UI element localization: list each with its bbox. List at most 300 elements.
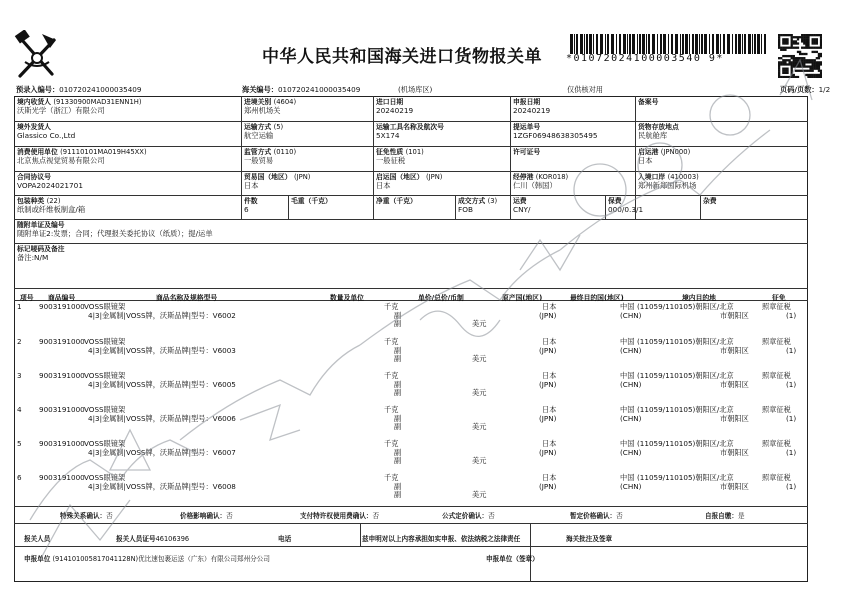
qr-module <box>799 36 801 38</box>
item-destination-code: (CHN) <box>620 311 642 320</box>
qr-module <box>780 57 782 59</box>
qr-module <box>788 76 790 78</box>
barcode-bar <box>623 34 626 54</box>
qr-module <box>820 36 822 38</box>
qr-module <box>820 55 822 57</box>
license-label: 许可证号 <box>513 148 541 156</box>
qr-module <box>803 65 805 67</box>
item-domestic-district: 市朝阳区 <box>720 346 749 355</box>
levy-nature-label: 征免性质 <box>376 148 404 156</box>
qr-module <box>799 63 801 65</box>
qr-code-icon <box>778 34 822 78</box>
col-header-name: 商品名称及规格型号 <box>156 294 218 302</box>
qr-module <box>791 63 793 65</box>
customs-number-label: 海关编号： <box>242 85 278 94</box>
agency: (914101005817041128N)优比速包裹运送（广东）有限公司郑州分公司 <box>52 555 270 563</box>
consumer-code: (91110101MA019H45XX) <box>60 148 147 156</box>
qr-module <box>812 47 814 49</box>
barcode-bar <box>712 34 714 54</box>
table-row <box>14 338 808 372</box>
qr-module <box>801 47 803 49</box>
conveyance-label: 运输工具名称及航次号 <box>376 123 444 131</box>
qr-module <box>791 40 793 42</box>
qr-module <box>793 57 795 59</box>
barcode-bar <box>660 34 662 54</box>
prerecord-number: 010720241000035409 <box>59 85 142 94</box>
item-destination: 中国 <box>620 405 635 414</box>
qr-module <box>784 49 786 51</box>
qr-module <box>784 61 786 63</box>
qr-module <box>803 59 805 61</box>
entry-port-label: 入境口岸 <box>638 173 666 181</box>
barcode-bar <box>574 34 575 54</box>
qr-module <box>814 74 816 76</box>
item-code: 9003191000 <box>39 439 85 448</box>
qr-module <box>797 70 799 72</box>
item-domestic: (11059/110105)朝阳区/北京 <box>637 371 734 380</box>
item-no: 3 <box>17 371 22 380</box>
qr-module <box>793 36 795 38</box>
barcode-bar <box>716 34 719 54</box>
qr-module <box>816 47 818 49</box>
entry-port-code: (410003) <box>667 173 699 181</box>
bill-number-label: 提运单号 <box>513 123 541 131</box>
item-levy-code: (1) <box>786 346 797 355</box>
qr-module <box>782 42 784 44</box>
entry-customs-label: 进境关别 <box>244 98 272 106</box>
qr-module <box>820 40 822 42</box>
qr-module <box>778 76 780 78</box>
qr-module <box>797 57 799 59</box>
item-destination-code: (CHN) <box>620 414 642 423</box>
import-date-label: 进口日期 <box>376 98 404 106</box>
item-unit: 副 <box>394 448 402 457</box>
item-no: 5 <box>17 439 22 448</box>
qr-module <box>807 42 809 44</box>
qr-module <box>786 47 788 49</box>
qr-module <box>814 51 816 53</box>
conveyance: 5X174 <box>376 131 400 140</box>
qr-module <box>807 36 809 38</box>
barcode-bar <box>639 34 641 54</box>
barcode-bar <box>723 34 725 54</box>
qr-module <box>803 34 805 36</box>
qr-module <box>809 70 811 72</box>
trade-country-code: (JPN) <box>293 173 311 181</box>
qr-module <box>801 34 803 36</box>
barcode-bar <box>629 34 631 54</box>
barcode-bar <box>701 34 703 54</box>
qr-module <box>778 47 780 49</box>
barcode-bar <box>619 34 621 54</box>
via-port-code: (KOR018) <box>535 173 569 181</box>
item-unit: 副 <box>394 414 402 423</box>
barcode-bar <box>692 34 694 54</box>
qr-module <box>807 76 809 78</box>
qr-module <box>805 38 807 40</box>
customs-emblem-icon <box>12 30 62 82</box>
barcode-bar <box>668 34 669 54</box>
qr-module <box>784 40 786 42</box>
qr-module <box>778 63 780 65</box>
departure-port-label: 启运港 <box>638 148 659 156</box>
barcode-bar <box>709 34 710 54</box>
item-unit-weight: 千克 <box>384 371 399 380</box>
item-levy-code: (1) <box>786 414 797 423</box>
qr-module <box>793 61 795 63</box>
formula-pricing: 否 <box>488 512 495 520</box>
item-unit-weight: 千克 <box>384 302 399 311</box>
qr-module <box>791 57 793 59</box>
supervision-label: 监管方式 <box>244 148 272 156</box>
agency-label: 申报单位 <box>24 555 51 563</box>
qr-module <box>809 76 811 78</box>
qr-module <box>786 38 788 40</box>
qr-module <box>814 76 816 78</box>
qr-module <box>791 74 793 76</box>
barcode-bar <box>616 34 617 54</box>
barcode-bar <box>752 34 753 54</box>
item-domestic-district: 市朝阳区 <box>720 380 749 389</box>
item-currency: 美元 <box>472 456 487 465</box>
item-origin-code: (JPN) <box>539 380 557 389</box>
qr-module <box>814 40 816 42</box>
origin-country: 日本 <box>376 181 391 190</box>
customs-number: 010720241000035409 <box>277 85 361 94</box>
item-unit: 副 <box>394 380 402 389</box>
qr-module <box>782 63 784 65</box>
item-domestic-district: 市朝阳区 <box>720 448 749 457</box>
item-spec: 4|3|金属制|VOSS牌，沃斯品牌|型号：V6006 <box>88 414 236 423</box>
qr-module <box>818 61 820 63</box>
barcode-bar <box>742 34 743 54</box>
phone-label: 电话 <box>278 535 292 543</box>
qr-module <box>814 38 816 40</box>
item-code: 9003191000 <box>39 337 85 346</box>
col-header-price: 单价/总价/币制 <box>418 294 464 302</box>
qr-module <box>793 40 795 42</box>
qr-module <box>782 61 784 63</box>
qr-module <box>814 42 816 44</box>
barcode-bar <box>593 34 594 54</box>
qr-module <box>788 63 790 65</box>
pieces-label: 件数 <box>244 197 258 205</box>
barcode-bar <box>611 34 614 54</box>
qr-module <box>805 40 807 42</box>
qr-module <box>788 55 790 57</box>
qr-module <box>801 61 803 63</box>
qr-module <box>820 44 822 46</box>
qr-module <box>778 70 780 72</box>
barcode-bar <box>671 34 673 54</box>
contract: VOPA2024021701 <box>17 181 83 190</box>
qr-module <box>793 42 795 44</box>
item-destination: 中国 <box>620 439 635 448</box>
item-domestic: (11059/110105)朝阳区/北京 <box>637 473 734 482</box>
item-name: VOSS眼镜架 <box>84 337 126 346</box>
item-name: VOSS眼镜架 <box>84 439 126 448</box>
qr-module <box>805 59 807 61</box>
qr-module <box>793 59 795 61</box>
qr-module <box>786 70 788 72</box>
qr-module <box>816 57 818 59</box>
qr-module <box>812 38 814 40</box>
qr-module <box>791 65 793 67</box>
qr-module <box>791 68 793 70</box>
consignee-label: 境内收货人 <box>17 98 51 106</box>
qr-module <box>797 76 799 78</box>
qr-module <box>816 51 818 53</box>
qr-module <box>793 74 795 76</box>
item-levy: 照章征税 <box>762 473 791 482</box>
qr-module <box>799 59 801 61</box>
qr-module <box>803 42 805 44</box>
qr-module <box>788 34 790 36</box>
qr-module <box>786 63 788 65</box>
import-date: 20240219 <box>376 106 414 115</box>
gross-weight-label: 毛重（千克） <box>291 197 332 205</box>
barcode-bar <box>727 34 730 54</box>
qr-module <box>805 65 807 67</box>
qr-module <box>791 55 793 57</box>
qr-module <box>782 34 784 36</box>
qr-module <box>803 36 805 38</box>
qr-module <box>778 38 780 40</box>
qr-module <box>812 34 814 36</box>
qr-module <box>791 42 793 44</box>
qr-module <box>803 61 805 63</box>
supervision: 一般贸易 <box>244 156 274 165</box>
qr-module <box>814 59 816 61</box>
qr-module <box>816 40 818 42</box>
qr-module <box>782 68 784 70</box>
qr-module <box>778 72 780 74</box>
qr-module <box>803 53 805 55</box>
price-impact: 否 <box>226 512 233 520</box>
table-row <box>14 303 808 337</box>
contract-label: 合同协议号 <box>17 173 51 181</box>
qr-module <box>807 74 809 76</box>
net-weight-label: 净重（千克） <box>376 197 417 205</box>
qr-module <box>795 47 797 49</box>
item-code: 9003191000 <box>39 473 85 482</box>
item-unit-legal: 副 <box>394 490 402 499</box>
barcode-bar <box>657 34 658 54</box>
remarks-label: 标记唛码及备注 <box>17 245 65 253</box>
qr-module <box>801 57 803 59</box>
barcode-bar <box>600 34 603 54</box>
origin-country-label: 启运国（地区） <box>376 173 424 181</box>
qr-module <box>812 70 814 72</box>
item-destination-code: (CHN) <box>620 380 642 389</box>
item-destination-code: (CHN) <box>620 346 642 355</box>
qr-module <box>799 57 801 59</box>
agency-seal-label: 申报单位（签章） <box>486 555 539 563</box>
qr-module <box>782 70 784 72</box>
package: 纸制或纤维板制盒/箱 <box>17 205 86 214</box>
qr-module <box>820 61 822 63</box>
qr-module <box>799 53 801 55</box>
item-domestic: (11059/110105)朝阳区/北京 <box>637 439 734 448</box>
qr-module <box>805 42 807 44</box>
qr-module <box>795 65 797 67</box>
qr-module <box>809 34 811 36</box>
qr-module <box>795 57 797 59</box>
table-row <box>14 372 808 406</box>
special-relation-label: 特殊关系确认： <box>60 512 107 520</box>
customs-area: (机场库区) <box>398 85 433 94</box>
item-destination: 中国 <box>620 371 635 380</box>
qr-module <box>816 65 818 67</box>
item-unit-weight: 千克 <box>384 405 399 414</box>
qr-module <box>791 61 793 63</box>
col-header-no: 项号 <box>20 294 34 302</box>
qr-module <box>812 40 814 42</box>
barcode-bar <box>596 34 598 54</box>
item-unit: 副 <box>394 311 402 320</box>
item-no: 2 <box>17 337 22 346</box>
qr-module <box>803 40 805 42</box>
qr-module <box>820 72 822 74</box>
page-label: 页码/页数： <box>780 85 819 94</box>
qr-module <box>812 65 814 67</box>
qr-module <box>786 59 788 61</box>
item-code: 9003191000 <box>39 371 85 380</box>
qr-module <box>818 74 820 76</box>
table-row <box>14 406 808 440</box>
item-levy: 照章征税 <box>762 302 791 311</box>
qr-module <box>816 63 818 65</box>
table-row <box>14 440 808 474</box>
qr-module <box>801 59 803 61</box>
barcode-bar <box>637 34 638 54</box>
item-origin-code: (JPN) <box>539 448 557 457</box>
freight-label: 运费 <box>513 197 527 205</box>
self-pay: 是 <box>737 512 745 520</box>
qr-module <box>818 34 820 36</box>
insurance-label: 保费 <box>608 197 622 205</box>
barcode-bar <box>744 34 746 54</box>
barcode-bar <box>589 34 592 54</box>
item-destination: 中国 <box>620 302 635 311</box>
barcode-bar <box>699 34 700 54</box>
qr-module <box>812 61 814 63</box>
item-spec: 4|3|金属制|VOSS牌，沃斯品牌|型号：V6005 <box>88 380 236 389</box>
transport-mode-label: 运输方式 <box>244 123 272 131</box>
barcode-bar <box>732 34 733 54</box>
formula-pricing-label: 公式定价确认： <box>442 512 489 520</box>
deal-mode-code: (3) <box>487 197 498 205</box>
qr-module <box>784 34 786 36</box>
item-levy-code: (1) <box>786 482 797 491</box>
qr-module <box>805 34 807 36</box>
qr-module <box>782 49 784 51</box>
entry-port: 郑州新郑国际机场 <box>638 181 697 190</box>
qr-module <box>801 40 803 42</box>
qr-module <box>807 40 809 42</box>
barcode-bar <box>757 34 760 54</box>
item-levy: 照章征税 <box>762 405 791 414</box>
qr-module <box>778 36 780 38</box>
barcode-bar <box>754 34 756 54</box>
barcode-bar <box>648 34 650 54</box>
shipper-name: Glassico Co.,Ltd <box>17 131 76 140</box>
qr-module <box>803 63 805 65</box>
qr-module <box>782 76 784 78</box>
qr-module <box>818 70 820 72</box>
qr-module <box>807 61 809 63</box>
qr-module <box>782 55 784 57</box>
qr-module <box>807 44 809 46</box>
via-port-label: 经停港 <box>513 173 534 181</box>
qr-module <box>807 38 809 40</box>
qr-module <box>782 47 784 49</box>
qr-module <box>818 57 820 59</box>
qr-module <box>820 38 822 40</box>
item-unit-weight: 千克 <box>384 337 399 346</box>
barcode-bar <box>642 34 645 54</box>
qr-module <box>807 59 809 61</box>
self-pay-label: 自报自缴： <box>705 512 738 520</box>
item-destination-code: (CHN) <box>620 448 642 457</box>
item-code: 9003191000 <box>39 302 85 311</box>
declarant-cert-label: 报关人员证号 <box>116 535 156 543</box>
item-unit-weight: 千克 <box>384 473 399 482</box>
qr-module <box>816 38 818 40</box>
qr-module <box>818 55 820 57</box>
qr-module <box>788 47 790 49</box>
qr-module <box>786 42 788 44</box>
item-levy: 照章征税 <box>762 337 791 346</box>
qr-module <box>809 65 811 67</box>
departure-port: 日本 <box>638 156 653 165</box>
provisional-price-label: 暂定价格确认： <box>570 512 617 520</box>
barcode-bar <box>663 34 666 54</box>
qr-module <box>814 65 816 67</box>
transport-mode-code: (5) <box>273 123 284 131</box>
bill-number: 1ZGF06948638305495 <box>513 131 598 140</box>
customs-note-label: 海关批注及签章 <box>566 535 613 543</box>
item-code: 9003191000 <box>39 405 85 414</box>
special-relation: 否 <box>106 512 113 520</box>
qr-module <box>795 76 797 78</box>
consumer-name: 北京焦点视觉贸易有限公司 <box>17 156 105 165</box>
item-unit: 副 <box>394 482 402 491</box>
qr-module <box>803 57 805 59</box>
barcode-bar <box>735 34 737 54</box>
item-domestic-district: 市朝阳区 <box>720 414 749 423</box>
qr-module <box>814 68 816 70</box>
qr-module <box>816 68 818 70</box>
documents: 随附单证2:发票；合同；代理报关委托协议（纸质）；提/运单 <box>17 229 213 238</box>
qr-module <box>818 53 820 55</box>
qr-module <box>820 47 822 49</box>
col-header-origin: 原产国(地区) <box>502 294 543 302</box>
barcode-bar <box>576 34 578 54</box>
item-origin: 日本 <box>542 337 557 346</box>
qr-module <box>791 34 793 36</box>
qr-module <box>820 74 822 76</box>
qr-module <box>795 42 797 44</box>
qr-module <box>797 36 799 38</box>
qr-module <box>793 76 795 78</box>
barcode-bar <box>652 34 655 54</box>
item-currency: 美元 <box>472 388 487 397</box>
qr-module <box>784 59 786 61</box>
qr-module <box>780 34 782 36</box>
qr-module <box>795 40 797 42</box>
verify-note: 仅供核对用 <box>567 85 603 94</box>
